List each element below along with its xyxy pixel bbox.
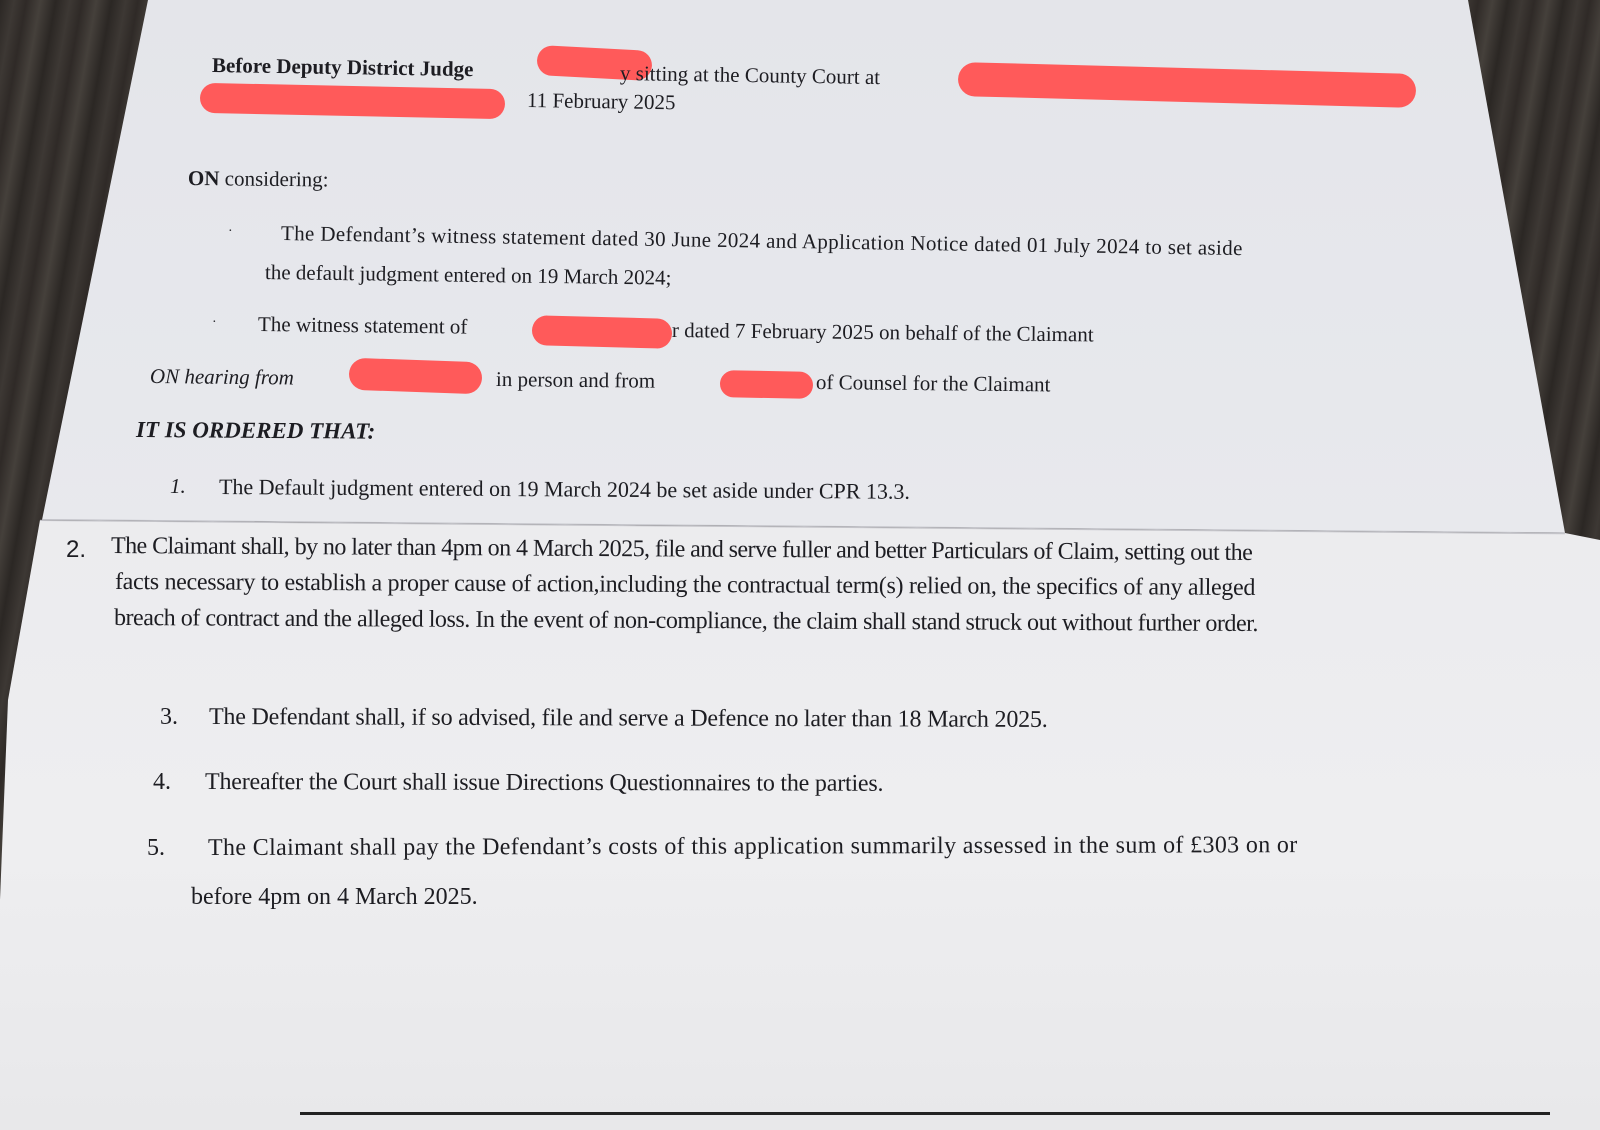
before-judge-label: Before Deputy District Judge [211,53,474,82]
header-line-1 [212,55,474,80]
considering-label: considering: [224,166,329,192]
hearing-date: 11 February 2025 [526,88,676,115]
in-person-text: in person and from [495,367,656,393]
order-1-line-1 [219,476,910,503]
redaction-court-line2 [200,83,506,119]
order-5-line-2 [191,885,478,909]
considering-item-2-start [258,314,468,338]
bullet-dot-1: · [228,224,233,239]
redaction-counsel-name [720,370,813,399]
header-judge-tail [620,63,880,88]
considering-item-1-line-2 [265,262,672,289]
redaction-defendant-name [348,358,482,395]
order-3-number [160,705,178,729]
order-2-line-3 [114,606,1258,636]
considering-item-2-end [672,320,1094,345]
redaction-witness-name [532,315,673,349]
order-5-number [147,836,165,860]
witness-statement-tail: r dated 7 February 2025 on behalf of the Claimant [671,318,1094,347]
ordered-heading [136,418,375,443]
order-5-number-text: 5. [147,835,165,861]
order-3-line-1 [209,705,1048,732]
paper-bottom-edge [300,1112,1550,1115]
on-label: ON [187,166,220,191]
order-5-text-b: before 4pm on 4 March 2025. [191,884,478,910]
order-4-line-1 [205,770,883,796]
order-1-text: The Default judgment entered on 19 March 2024 be set aside under CPR 13.3. [218,474,911,504]
order-5-text-a: The Claimant shall pay the Defendant’s costs of this application summarily assessed in the sum of £303 on or [207,832,1298,861]
order-2-text-c: breach of contract and the alleged loss. In the event of non-compliance, the claim shall stand struck out without further order. [113,605,1259,637]
order-4-text: Thereafter the Court shall issue Directions Questionnaires to the parties. [204,769,884,797]
order-3-text: The Defendant shall, if so advised, file and serve a Defence no later than 18 March 2025. [208,704,1048,733]
considering-item-1-text-a: The Defendant’s witness statement dated 30 June 2024 and Application Notice dated 01 July 2024 to set aside [280,221,1243,261]
considering-item-1-text-b: the default judgment entered on 19 March 2024; [264,260,672,290]
order-2-text-b: facts necessary to establish a proper cause of action,including the contractual term(s) relied on, the specifics of any alleged [114,569,1256,601]
on-hearing-label: ON hearing from [149,364,295,390]
order-5-line-1 [208,833,1298,860]
order-1-number [170,476,186,497]
judge-tail-text: y sitting at the County Court at [619,61,881,90]
ordered-heading-text: IT IS ORDERED THAT: [135,417,376,444]
hearing-line-start [150,366,294,389]
header-date [527,90,676,113]
witness-statement-label: The witness statement of [257,312,468,339]
order-2-line-2 [115,570,1255,600]
hearing-line-end [816,372,1051,395]
order-4-number [153,770,171,794]
order-2-number-text: 2. [66,536,87,563]
order-3-number-text: 3. [160,704,178,730]
order-2-number [66,538,86,562]
bullet-dot-2: · [212,315,217,330]
order-1-number-text: 1. [170,474,186,498]
considering-heading [188,168,329,190]
hearing-line-middle [496,369,655,392]
order-2-text-a: The Claimant shall, by no later than 4pm on 4 March 2025, file and serve fuller and better Particulars of Claim, setting out the [110,533,1253,566]
of-counsel-text: of Counsel for the Claimant [815,370,1051,397]
order-4-number-text: 4. [153,769,171,795]
